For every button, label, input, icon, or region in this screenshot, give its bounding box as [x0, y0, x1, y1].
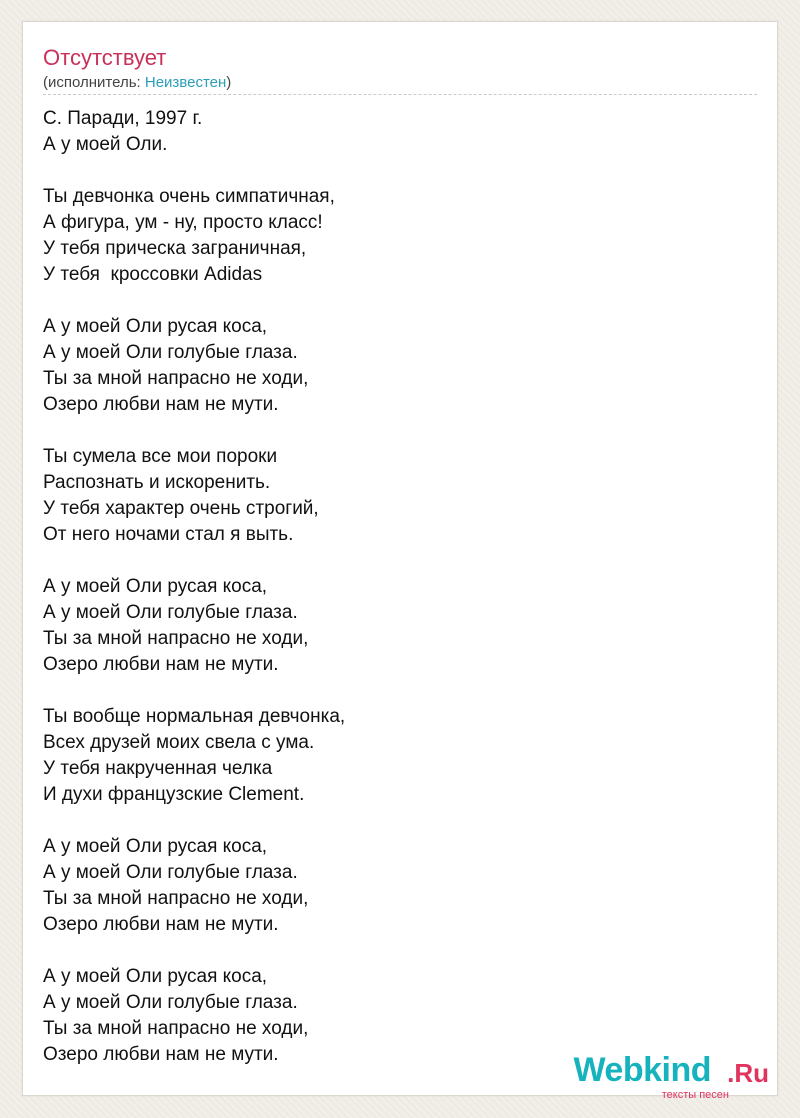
lyrics-line: Озеро любви нам не мути.	[43, 914, 279, 935]
lyrics-stanza	[43, 704, 743, 808]
lyrics-line: А у моей Оли русая коса,	[43, 966, 268, 987]
logo-tagline: тексты песен	[661, 1089, 729, 1101]
artist-prefix: (исполнитель:	[43, 74, 145, 91]
lyrics-line: А у моей Оли русая коса,	[43, 836, 268, 857]
lyrics-line: А у моей Оли голубые глаза.	[43, 342, 298, 363]
logo-tld: .Ru	[727, 1058, 769, 1088]
artist-link[interactable]: Неизвестен	[144, 74, 227, 91]
lyrics-line: И духи французские Clement.	[43, 784, 305, 805]
lyrics-line: Распознать и искоренить.	[43, 472, 271, 493]
lyrics-line: А у моей Оли голубые глаза.	[43, 602, 298, 623]
lyrics-stanza	[43, 834, 743, 938]
lyrics-line: А фигура, ум - ну, просто класс!	[43, 212, 323, 233]
lyrics-body	[43, 106, 743, 1094]
lyrics-line: Озеро любви нам не мути.	[43, 394, 279, 415]
lyrics-line: Ты девчонка очень симпатичная,	[43, 186, 335, 207]
lyrics-line: А у моей Оли голубые глаза.	[43, 862, 298, 883]
lyrics-line: У тебя накрученная челка	[43, 758, 273, 779]
lyrics-line: Ты за мной напрасно не ходи,	[43, 628, 309, 649]
lyrics-line: А у моей Оли русая коса,	[43, 576, 268, 597]
lyrics-stanza	[43, 444, 743, 548]
lyrics-line: Озеро любви нам не мути.	[43, 654, 279, 675]
lyrics-stanza	[43, 106, 743, 158]
lyrics-sheet	[22, 21, 778, 1101]
dashed-divider	[43, 94, 757, 95]
webkind-logo[interactable]	[573, 1050, 773, 1110]
lyrics-line: Ты вообще нормальная девчонка,	[43, 706, 346, 727]
lyrics-line: Озеро любви нам не мути.	[43, 1044, 279, 1065]
lyrics-stanza	[43, 574, 743, 678]
logo-word: Webkind	[573, 1051, 711, 1089]
lyrics-line: У тебя кроссовки Adidas	[43, 264, 263, 285]
lyrics-line: Ты за мной напрасно не ходи,	[43, 368, 309, 389]
lyrics-line: С. Паради, 1997 г.	[43, 108, 203, 129]
artist-suffix: )	[226, 74, 232, 91]
artist-line	[43, 73, 231, 93]
lyrics-line: У тебя прическа заграничная,	[43, 238, 307, 259]
lyrics-stanza	[43, 184, 743, 288]
lyrics-line: А у моей Оли.	[43, 134, 168, 155]
lyrics-line: А у моей Оли русая коса,	[43, 316, 268, 337]
lyrics-line: У тебя характер очень строгий,	[43, 498, 319, 519]
lyrics-line: Ты сумела все мои пороки	[43, 446, 278, 467]
lyrics-line: Ты за мной напрасно не ходи,	[43, 888, 309, 909]
lyrics-stanza	[43, 314, 743, 418]
song-title: Отсутствует	[43, 45, 167, 70]
lyrics-line: От него ночами стал я выть.	[43, 524, 294, 545]
lyrics-line: А у моей Оли голубые глаза.	[43, 992, 298, 1013]
lyrics-line: Ты за мной напрасно не ходи,	[43, 1018, 309, 1039]
lyrics-line: Всех друзей моих свела с ума.	[43, 732, 315, 753]
